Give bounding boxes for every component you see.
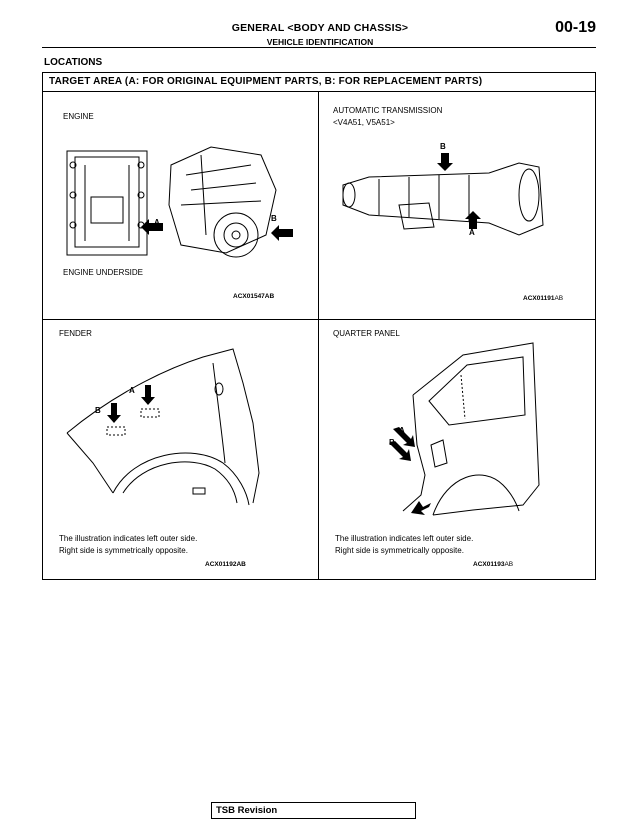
table-title: TARGET AREA (A: FOR ORIGINAL EQUIPMENT PARTS, B: FOR REPLACEMENT PARTS) [43, 73, 595, 92]
engine-marker-b: B [271, 214, 277, 223]
quarter-panel-figure-code-main: ACX01193 [473, 561, 505, 568]
transmission-label-line2: <V4A51, V5A51> [333, 118, 395, 127]
engine-label: ENGINE [63, 112, 94, 121]
transmission-figure-code [523, 295, 563, 302]
quarter-panel-marker-b: B [389, 438, 395, 447]
quarter-panel-figure-code [473, 561, 513, 568]
transmission-figure-code-main: ACX01191 [523, 295, 555, 302]
fender-figure-code-suffix: AB [236, 561, 246, 568]
transmission-illustration [339, 145, 549, 245]
header-subtitle: VEHICLE IDENTIFICATION [266, 37, 374, 47]
engine-figure-code: ACX01547AB [233, 293, 275, 300]
fender-label: FENDER [59, 329, 92, 338]
fender-illustration [63, 343, 293, 513]
header-title: GENERAL <BODY AND CHASSIS> [231, 22, 409, 34]
transmission-label-line1: AUTOMATIC TRANSMISSION [333, 106, 443, 115]
quarter-panel-label: QUARTER PANEL [333, 329, 400, 338]
fender-figure-code [205, 561, 246, 568]
fender-note-line1: The illustration indicates left outer side. [59, 534, 198, 543]
transmission-marker-b: B [440, 142, 446, 151]
fender-note-line2: Right side is symmetrically opposite. [59, 546, 188, 555]
engine-marker-a: A [154, 218, 160, 227]
quarter-panel-note-line1: The illustration indicates left outer side. [335, 534, 474, 543]
quarter-panel-marker-a: A [399, 426, 405, 435]
transmission-figure-code-suffix: AB [554, 295, 564, 302]
locations-table [42, 72, 596, 580]
row-divider [43, 319, 595, 320]
quarter-panel-arrows [389, 425, 429, 465]
quarter-panel-figure-code-suffix: AB [504, 561, 514, 568]
header-rule [42, 47, 596, 48]
page-number: 00-19 [555, 19, 596, 36]
section-title: LOCATIONS [44, 57, 103, 68]
fender-marker-b: B [95, 406, 101, 415]
fender-marker-a: A [129, 386, 135, 395]
engine-underside-label: ENGINE UNDERSIDE [63, 268, 144, 277]
fender-figure-code-main: ACX01192 [205, 561, 237, 568]
quarter-panel-note-line2: Right side is symmetrically opposite. [335, 546, 464, 555]
tsb-revision-box: TSB Revision [211, 802, 416, 819]
column-divider [318, 92, 319, 579]
engine-illustration [61, 135, 311, 265]
transmission-marker-a: A [469, 228, 475, 237]
